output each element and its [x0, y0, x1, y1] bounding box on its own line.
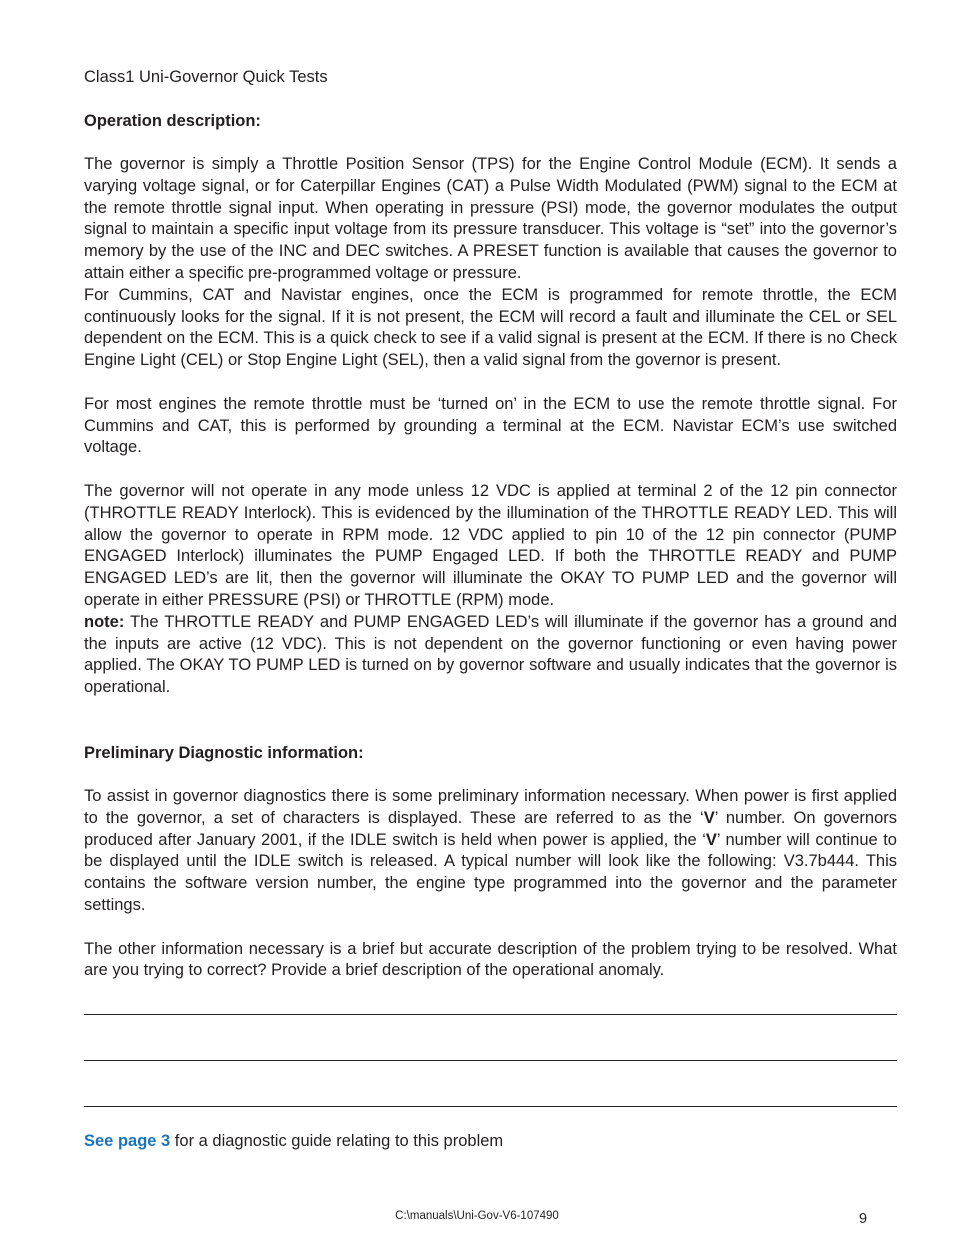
preliminary-paragraph-1	[84, 786, 897, 917]
see-page-link[interactable]: See page 3	[84, 1132, 171, 1151]
see-page-text: for a diagnostic guide relating to this problem	[170, 1132, 504, 1151]
page-number: 9	[859, 1211, 868, 1227]
preliminary-paragraph-2: The other information necessary is a brief but accurate description of the problem trying to be resolved. What are you trying to correct? Provide a brief description of the operational anomaly.	[84, 939, 897, 980]
operation-note	[84, 612, 897, 699]
operation-paragraph-1: The governor is simply a Throttle Position Sensor (TPS) for the Engine Control Module (ECM). It sends a varying voltage signal, or for Caterpillar Engines (CAT) a Pulse Width Modulated (PWM) signal to the ECM at the remote throttle signal input. When operating in pressure (PSI) mode, the governor modulates the output signal to maintain a specific input voltage from its pressure transducer. This voltage is “set” into the governor’s memory by the use of the INC and DEC switches. A PRESET function is available that causes the governor to attain either a specific pre-programmed voltage or pressure.	[84, 155, 897, 282]
preliminary-text-c: ’ number will continue to be displayed until the IDLE switch is released. A typical number will look like the following: V3.7b444. This contains the software version number, the engine type programmed into the governor and the parameter settings.	[84, 830, 897, 914]
preliminary-text-a: To assist in governor diagnostics there is some preliminary information necessary. When power is first applied to the governor, a set of characters is displayed. These are referred to as the ‘	[84, 786, 897, 827]
preliminary-heading: Preliminary Diagnostic information:	[84, 743, 364, 762]
note-text: The THROTTLE READY and PUMP ENGAGED LED’s will illuminate if the governor has a ground and the inputs are active (12 VDC). This is not dependent on the governor functioning or even having power applied. The OKAY TO PUMP LED is turned on by governor software and usually indicates that the governor is operational.	[84, 612, 897, 697]
note-label: note:	[84, 612, 125, 631]
v-number-label: V	[703, 808, 715, 827]
v-number-label: V	[705, 830, 717, 849]
document-header: Class1 Uni-Governor Quick Tests	[84, 68, 328, 86]
page-content	[84, 66, 897, 1153]
operation-paragraph-2: For Cummins, CAT and Navistar engines, once the ECM is programmed for remote throttle, the ECM continuously looks for the signal. If it is not present, the ECM will record a fault and illuminate the CEL or SEL dependent on the ECM. This is a quick check to see if a valid signal is present at the ECM. If there is no Check Engine Light (CEL) or Stop Engine Light (SEL), then a valid signal from the governor is present.	[84, 285, 897, 370]
see-page-line	[84, 1131, 897, 1153]
operation-paragraph-4: The governor will not operate in any mode unless 12 VDC is applied at terminal 2 of the 12 pin connector (THROTTLE READY Interlock). This is evidenced by the illumination of the THROTTLE READY LED. This will allow the governor to operate in RPM mode. 12 VDC applied to pin 10 of the 12 pin connector (PUMP ENGAGED Interlock) illuminates the PUMP Engaged LED. If both the THROTTLE READY and PUMP ENGAGED LED’s are lit, then the governor will illuminate the OKAY TO PUMP LED and the governor will operate in either PRESSURE (PSI) or THROTTLE (RPM) mode.	[84, 481, 897, 609]
footer-file-path: C:\manuals\Uni-Gov-V6-107490	[395, 1210, 559, 1222]
preliminary-text-b: ’ number. On governors produced after January 2001, if the IDLE switch is held when power is applied, the ‘	[84, 808, 898, 849]
operation-heading: Operation description:	[84, 112, 261, 130]
operation-paragraph-3: For most engines the remote throttle must be ‘turned on’ in the ECM to use the remote throttle signal. For Cummins and CAT, this is performed by grounding a terminal at the ECM. Navistar ECM’s use switched voltage.	[84, 394, 897, 457]
